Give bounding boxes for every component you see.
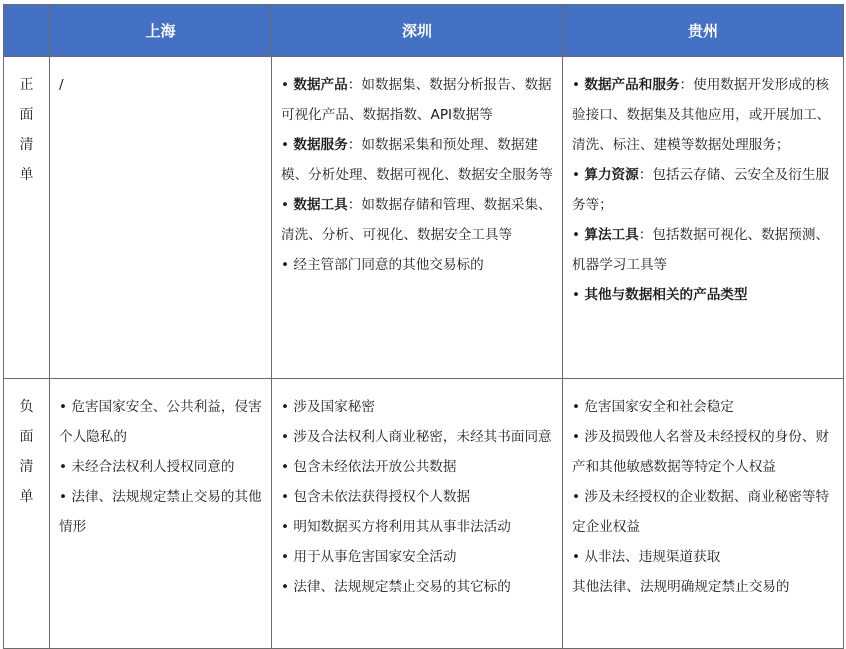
label-char: 正 bbox=[19, 77, 34, 93]
bullet-icon: • bbox=[281, 519, 290, 535]
bullet-icon: • bbox=[281, 399, 290, 415]
list-item bbox=[281, 452, 554, 482]
bullet-icon: • bbox=[281, 549, 290, 565]
item-keyword: 数据产品和服务 bbox=[584, 77, 680, 93]
list-item bbox=[59, 482, 263, 542]
list-item bbox=[572, 220, 835, 280]
list-item bbox=[59, 392, 263, 452]
label-char: 清 bbox=[19, 137, 34, 153]
item-text: 包含未经依法开放公共数据 bbox=[293, 459, 457, 475]
list-item bbox=[572, 422, 835, 482]
item-keyword: 其他与数据相关的产品类型 bbox=[584, 287, 748, 303]
label-char: 负 bbox=[19, 399, 34, 415]
item-keyword: 数据服务 bbox=[293, 137, 348, 153]
item-text: ：包括云存储、云安全及衍生服务等； bbox=[572, 167, 830, 213]
label-char: 单 bbox=[19, 489, 34, 505]
list-item bbox=[572, 280, 835, 310]
list-item bbox=[281, 512, 554, 542]
item-text: 法律、法规规定禁止交易的其它标的 bbox=[293, 579, 511, 595]
item-text: ：包括数据可视化、数据预测、机器学习工具等 bbox=[572, 227, 830, 273]
item-text: 法律、法规规定禁止交易的其他情形 bbox=[59, 489, 262, 535]
bullet-icon: • bbox=[281, 257, 290, 273]
item-text: ：如数据存储和管理、数据采集、清洗、分析、可视化、数据安全工具等 bbox=[281, 197, 552, 243]
item-text: 未经合法权利人授权同意的 bbox=[71, 459, 235, 475]
item-text: 危害国家安全、公共利益，侵害个人隐私的 bbox=[59, 399, 262, 445]
list-item bbox=[572, 572, 835, 602]
list-item bbox=[281, 392, 554, 422]
item-keyword: 算力资源 bbox=[584, 167, 639, 183]
bullet-icon: • bbox=[281, 579, 290, 595]
item-keyword: 数据工具 bbox=[293, 197, 348, 213]
list-item bbox=[572, 70, 835, 160]
bullet-icon: • bbox=[572, 549, 581, 565]
bullet-icon: • bbox=[572, 489, 581, 505]
item-text: / bbox=[59, 77, 64, 93]
negative-shenzhen-cell bbox=[272, 379, 563, 649]
header-shenzhen: 深圳 bbox=[272, 5, 563, 57]
label-char: 单 bbox=[19, 167, 34, 183]
item-text: 包含未依法获得授权个人数据 bbox=[293, 489, 471, 505]
bullet-icon: • bbox=[572, 227, 581, 243]
item-text: 明知数据买方将利用其从事非法活动 bbox=[293, 519, 511, 535]
positive-guizhou-cell bbox=[563, 57, 844, 379]
header-guizhou: 贵州 bbox=[563, 5, 844, 57]
negative-guizhou-cell bbox=[563, 379, 844, 649]
list-item bbox=[572, 482, 835, 542]
bullet-icon: • bbox=[572, 77, 581, 93]
item-keyword: 算法工具 bbox=[584, 227, 639, 243]
bullet-icon: • bbox=[281, 429, 290, 445]
label-char: 面 bbox=[19, 429, 34, 445]
negative-shanghai-cell bbox=[50, 379, 272, 649]
list-item bbox=[281, 130, 554, 190]
item-keyword: 数据产品 bbox=[293, 77, 348, 93]
list-item bbox=[59, 452, 263, 482]
comparison-table bbox=[3, 4, 844, 649]
bullet-icon: • bbox=[281, 489, 290, 505]
list-item bbox=[281, 250, 554, 280]
list-item bbox=[281, 572, 554, 602]
list-item bbox=[281, 422, 554, 452]
list-item bbox=[281, 482, 554, 512]
bullet-icon: • bbox=[281, 459, 290, 475]
list-item bbox=[572, 542, 835, 572]
item-text: 涉及合法权利人商业秘密，未经其书面同意 bbox=[293, 429, 552, 445]
item-text: 危害国家安全和社会稳定 bbox=[584, 399, 734, 415]
positive-list-row bbox=[4, 57, 844, 379]
header-shanghai: 上海 bbox=[50, 5, 272, 57]
positive-shanghai-cell bbox=[50, 57, 272, 379]
list-item bbox=[281, 542, 554, 572]
item-text: 涉及损毁他人名誉及未经授权的身份、财产和其他敏感数据等特定个人权益 bbox=[572, 429, 830, 475]
label-char: 面 bbox=[19, 107, 34, 123]
bullet-icon: • bbox=[59, 399, 68, 415]
item-text: 用于从事危害国家安全活动 bbox=[293, 549, 457, 565]
list-item bbox=[572, 392, 835, 422]
bullet-icon: • bbox=[572, 287, 581, 303]
bullet-icon: • bbox=[572, 167, 581, 183]
bullet-icon: • bbox=[59, 459, 68, 475]
header-row bbox=[4, 5, 844, 57]
list-item bbox=[59, 70, 263, 100]
bullet-icon: • bbox=[572, 429, 581, 445]
bullet-icon: • bbox=[281, 197, 290, 213]
bullet-icon: • bbox=[59, 489, 68, 505]
item-text: 从非法、违规渠道获取 bbox=[584, 549, 721, 565]
positive-shenzhen-cell bbox=[272, 57, 563, 379]
positive-list-label bbox=[4, 57, 50, 379]
item-text: 其他法律、法规明确规定禁止交易的 bbox=[572, 579, 790, 595]
list-item bbox=[572, 160, 835, 220]
item-text: ：如数据集、数据分析报告、数据可视化产品、数据指数、API数据等 bbox=[281, 77, 552, 123]
negative-list-label bbox=[4, 379, 50, 649]
header-corner bbox=[4, 5, 50, 57]
item-text: 涉及未经授权的企业数据、商业秘密等特定企业权益 bbox=[572, 489, 830, 535]
label-char: 清 bbox=[19, 459, 34, 475]
item-text: 经主管部门同意的其他交易标的 bbox=[293, 257, 484, 273]
bullet-icon: • bbox=[281, 77, 290, 93]
bullet-icon: • bbox=[572, 399, 581, 415]
item-text: ：使用数据开发形成的核验接口、数据集及其他应用，或开展加工、清洗、标注、建模等数据处理服务； bbox=[572, 77, 831, 153]
list-item bbox=[281, 190, 554, 250]
item-text: 涉及国家秘密 bbox=[293, 399, 375, 415]
negative-list-row bbox=[4, 379, 844, 649]
bullet-icon: • bbox=[281, 137, 290, 153]
item-text: ：如数据采集和预处理、数据建模、分析处理、数据可视化、数据安全服务等 bbox=[281, 137, 553, 183]
list-item bbox=[281, 70, 554, 130]
